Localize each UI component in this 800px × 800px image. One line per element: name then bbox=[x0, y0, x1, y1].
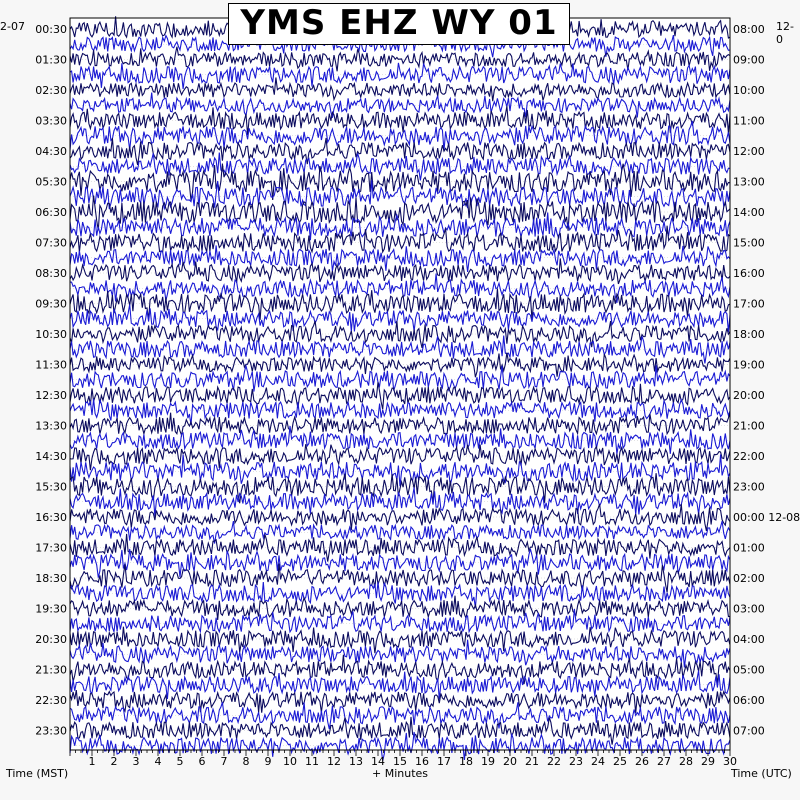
chart-title: YMS EHZ WY 01 bbox=[228, 3, 570, 45]
right-time-label: 14:00 bbox=[733, 206, 765, 219]
right-time-label: 21:00 bbox=[733, 419, 765, 433]
x-tick-label: 8 bbox=[242, 755, 250, 768]
left-time-label: 21:30 bbox=[35, 663, 67, 677]
right-time-label: 12:00 bbox=[733, 145, 765, 158]
x-tick-label: 28 bbox=[679, 755, 693, 768]
x-tick-label: 20 bbox=[503, 755, 517, 768]
x-tick-label: 19 bbox=[481, 755, 495, 768]
x-tick-label: 17 bbox=[437, 755, 451, 768]
right-time-label: 06:00 bbox=[733, 694, 765, 707]
right-time-label: 23:00 bbox=[733, 480, 765, 494]
x-tick-label: 4 bbox=[154, 755, 162, 768]
x-tick-label: 24 bbox=[591, 755, 605, 768]
left-time-label: 12:30 bbox=[35, 389, 67, 402]
left-time-label: 04:30 bbox=[35, 145, 67, 158]
left-time-label: 11:30 bbox=[35, 358, 67, 372]
right-time-label: 00:00 12-08 bbox=[733, 511, 800, 524]
right-time-label: 09:00 bbox=[733, 53, 765, 67]
x-tick-label: 25 bbox=[613, 755, 627, 768]
right-time-label: 19:00 bbox=[733, 358, 765, 372]
x-tick-label: 7 bbox=[220, 755, 228, 768]
x-tick-label: 14 bbox=[371, 755, 385, 768]
right-time-label: 16:00 bbox=[733, 267, 765, 280]
left-time-label: 05:30 bbox=[35, 175, 67, 189]
right-time-label: 13:00 bbox=[733, 175, 765, 189]
right-time-label: 11:00 bbox=[733, 114, 765, 128]
left-time-label: 20:30 bbox=[35, 633, 67, 646]
left-time-label: 17:30 bbox=[35, 541, 67, 555]
x-tick-label: 26 bbox=[635, 755, 649, 768]
left-time-label: 16:30 bbox=[35, 511, 67, 524]
start-date-label: 2-07 bbox=[0, 20, 25, 33]
x-tick-label: 6 bbox=[198, 755, 206, 768]
x-tick-label: 29 bbox=[701, 755, 715, 768]
left-time-label: 18:30 bbox=[35, 572, 67, 585]
right-time-label: 05:00 bbox=[733, 663, 765, 677]
left-time-label: 00:30 bbox=[35, 23, 67, 36]
left-time-label: 08:30 bbox=[35, 267, 67, 280]
right-time-label: 04:00 bbox=[733, 633, 765, 646]
left-time-label: 07:30 bbox=[35, 236, 67, 250]
right-time-label: 02:00 bbox=[733, 572, 765, 585]
x-tick-label: 2 bbox=[110, 755, 118, 768]
right-time-label: 18:00 bbox=[733, 328, 765, 341]
x-axis bbox=[70, 750, 737, 768]
right-time-label: 10:00 bbox=[733, 84, 765, 97]
left-time-label: 15:30 bbox=[35, 480, 67, 494]
x-tick-label: 21 bbox=[525, 755, 539, 768]
right-time-label: 03:00 bbox=[733, 602, 765, 616]
x-tick-label: 18 bbox=[459, 755, 473, 768]
x-tick-label: 15 bbox=[393, 755, 407, 768]
x-tick-label: 1 bbox=[88, 755, 96, 768]
x-tick-label: 13 bbox=[349, 755, 363, 768]
left-time-label: 23:30 bbox=[35, 724, 67, 738]
right-time-label: 22:00 bbox=[733, 450, 765, 463]
utc-date-label: 12-0 bbox=[776, 20, 794, 46]
x-tick-label: 5 bbox=[176, 755, 184, 768]
left-time-label: 19:30 bbox=[35, 602, 67, 616]
left-time-label: 13:30 bbox=[35, 419, 67, 433]
x-tick-label: 23 bbox=[569, 755, 583, 768]
left-time-label: 01:30 bbox=[35, 53, 67, 67]
right-time-label: 15:00 bbox=[733, 236, 765, 250]
left-time-label: 09:30 bbox=[35, 297, 67, 311]
left-time-label: 10:30 bbox=[35, 328, 67, 341]
x-axis-title: + Minutes bbox=[372, 767, 429, 780]
x-tick-label: 30 bbox=[723, 755, 737, 768]
local-time-axis-title: Time (MST) bbox=[6, 767, 69, 780]
left-time-label: 14:30 bbox=[35, 450, 67, 463]
left-time-label: 03:30 bbox=[35, 114, 67, 128]
right-time-label: 08:00 bbox=[733, 23, 765, 36]
x-tick-label: 22 bbox=[547, 755, 561, 768]
x-tick-label: 9 bbox=[264, 755, 272, 768]
left-time-label: 06:30 bbox=[35, 206, 67, 219]
right-time-label: 17:00 bbox=[733, 297, 765, 311]
x-tick-label: 10 bbox=[283, 755, 297, 768]
utc-time-axis-title: Time (UTC) bbox=[731, 767, 792, 780]
x-tick-label: 3 bbox=[132, 755, 140, 768]
right-time-label: 01:00 bbox=[733, 541, 765, 555]
x-tick-label: 16 bbox=[415, 755, 429, 768]
x-tick-label: 12 bbox=[327, 755, 341, 768]
right-time-label: 07:00 bbox=[733, 724, 765, 738]
x-tick-label: 11 bbox=[305, 755, 319, 768]
x-tick-label: 27 bbox=[657, 755, 671, 768]
left-time-label: 02:30 bbox=[35, 84, 67, 97]
right-time-label: 20:00 bbox=[733, 389, 765, 402]
left-time-label: 22:30 bbox=[35, 694, 67, 707]
